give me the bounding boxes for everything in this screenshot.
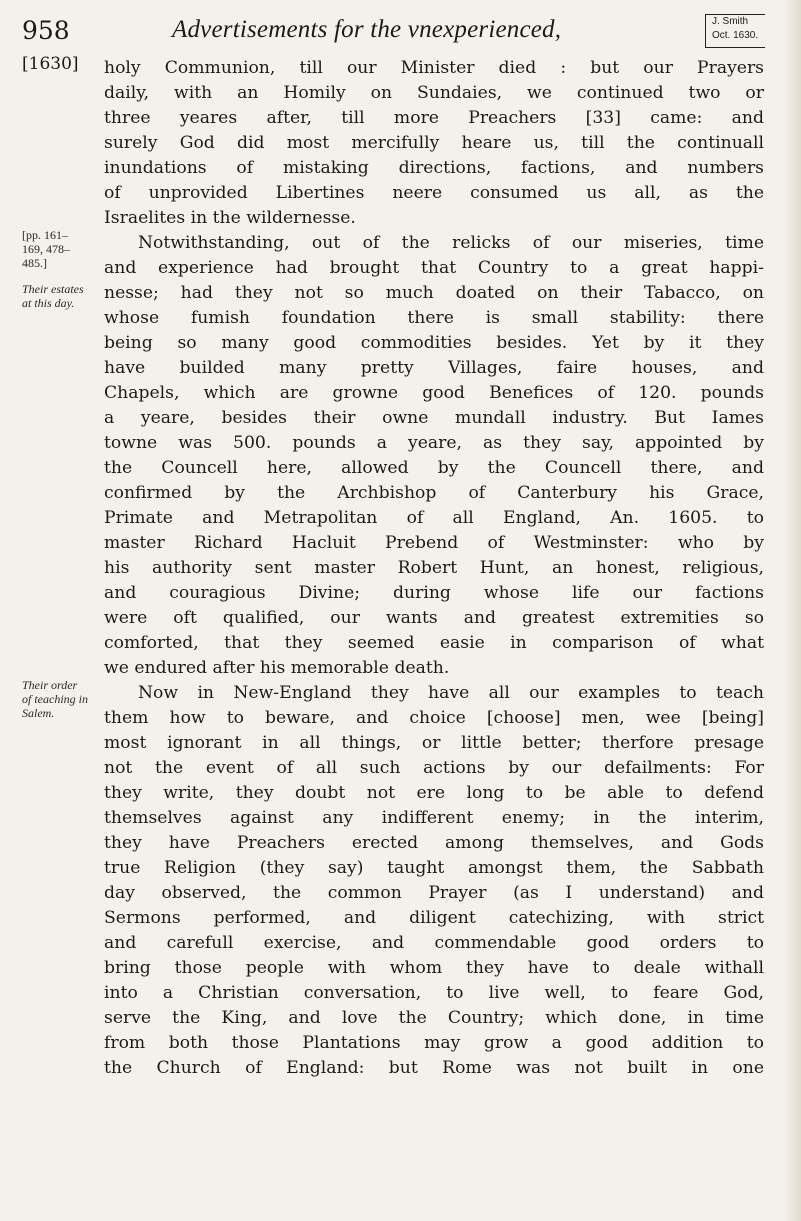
text-line: his authority sent master Robert Hunt, an honest, religious, xyxy=(104,558,764,578)
text-line: Primate and Metrapolitan of all England, An. 1605. to xyxy=(104,508,764,528)
margin-note-pages: [pp. 161–169, 478–485.] xyxy=(22,228,70,270)
text-line: three yeares after, till more Preachers [33] came: and xyxy=(104,108,764,128)
page-header xyxy=(22,12,782,52)
text-line: being so many good commodities besides. Yet by it they xyxy=(104,333,764,353)
text-line: Sermons performed, and diligent catechizing, with strict xyxy=(104,908,764,928)
text-line: bring those people with whom they have to deale withall xyxy=(104,958,764,978)
text-line: the Councell here, allowed by the Councell there, and xyxy=(104,458,764,478)
text-line: confirmed by the Archbishop of Canterbury his Grace, xyxy=(104,483,764,503)
text-line: them how to beware, and choice [choose] men, wee [being] xyxy=(104,708,764,728)
text-line: whose fumish foundation there is small stability: there xyxy=(104,308,764,328)
date-reference: Oct. 1630. xyxy=(712,30,759,41)
text-line: a yeare, besides their owne mundall industry. But Iames xyxy=(104,408,764,428)
text-line: day observed, the common Prayer (as I understand) and xyxy=(104,883,764,903)
text-line: Notwithstanding, out of the relicks of our miseries, time xyxy=(138,233,764,253)
text-line: serve the King, and love the Country; which done, in time xyxy=(104,1008,764,1028)
text-line: the Church of England: but Rome was not built in one xyxy=(104,1058,764,1078)
text-line: comforted, that they seemed easie in comparison of what xyxy=(104,633,764,653)
margin-note-salem: Their order of teaching in Salem. xyxy=(22,678,88,720)
text-line: Now in New-England they have all our examples to teach xyxy=(138,683,764,703)
text-line: and carefull exercise, and commendable good orders to xyxy=(104,933,764,953)
text-line: from both those Plantations may grow a good addition to xyxy=(104,1033,764,1053)
author-reference: J. Smith xyxy=(712,16,749,27)
text-line: have builded many pretty Villages, faire houses, and xyxy=(104,358,764,378)
text-line: most ignorant in all things, or little better; therfore presage xyxy=(104,733,764,753)
text-line: they write, they doubt not ere long to be able to defend xyxy=(104,783,764,803)
body-text xyxy=(104,56,764,1081)
author-date-reference xyxy=(705,14,765,48)
text-line: holy Communion, till our Minister died : but our Prayers xyxy=(104,58,764,78)
running-title: Advertisements for the vnexperienced, xyxy=(172,16,562,43)
margin-year: [1630] xyxy=(22,54,79,74)
text-line: we endured after his memorable death. xyxy=(104,658,450,678)
text-line: and experience had brought that Country to a great happi- xyxy=(104,258,764,278)
margin-note-estates: Their estates at this day. xyxy=(22,282,84,310)
text-line: Israelites in the wildernesse. xyxy=(104,208,356,228)
text-line: inundations of mistaking directions, factions, and numbers xyxy=(104,158,764,178)
page-edge-shadow xyxy=(785,0,801,1221)
text-line: not the event of all such actions by our defailments: For xyxy=(104,758,764,778)
text-line: daily, with an Homily on Sundaies, we continued two or xyxy=(104,83,764,103)
page-number: 958 xyxy=(22,16,70,45)
text-line: were oft qualified, our wants and greatest extremities so xyxy=(104,608,764,628)
text-line: Chapels, which are growne good Benefices of 120. pounds xyxy=(104,383,764,403)
text-line: surely God did most mercifully heare us, till the continuall xyxy=(104,133,764,153)
text-line: they have Preachers erected among themselves, and Gods xyxy=(104,833,764,853)
text-line: true Religion (they say) taught amongst them, the Sabbath xyxy=(104,858,764,878)
text-line: themselves against any indifferent enemy; in the interim, xyxy=(104,808,764,828)
text-line: of unprovided Libertines neere consumed us all, as the xyxy=(104,183,764,203)
text-line: master Richard Hacluit Prebend of Westminster: who by xyxy=(104,533,764,553)
text-line: towne was 500. pounds a yeare, as they say, appointed by xyxy=(104,433,764,453)
text-line: and couragious Divine; during whose life our factions xyxy=(104,583,764,603)
text-line: nesse; had they not so much doated on their Tabacco, on xyxy=(104,283,764,303)
text-line: into a Christian conversation, to live well, to feare God, xyxy=(104,983,764,1003)
